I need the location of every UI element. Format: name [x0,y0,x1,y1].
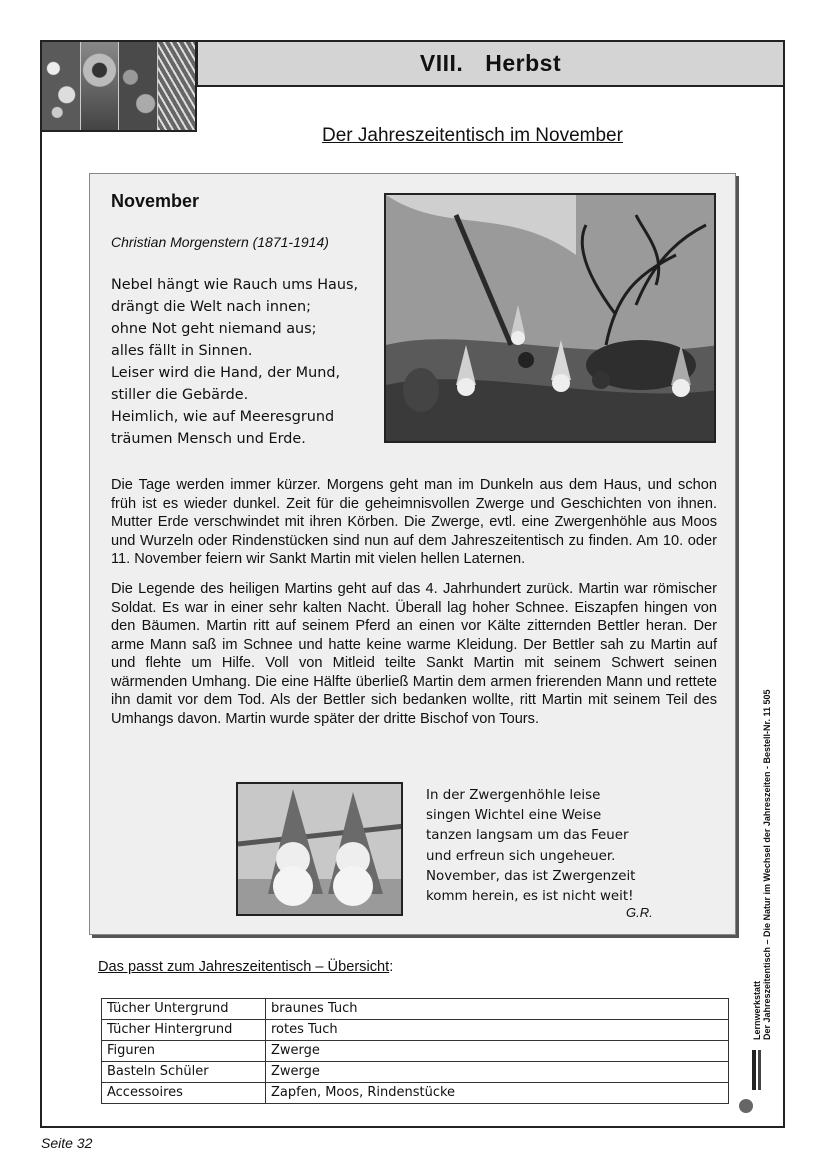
seasons-photo-strip [40,40,197,132]
dwarf-poem-line: singen Wichtel eine Weise [426,808,602,824]
dwarf-poem-line: In der Zwergenhöhle leise [426,788,601,803]
poem-line: Nebel hängt wie Rauch ums Haus, [111,277,359,293]
overview-heading [98,959,393,975]
poem-text [111,274,358,450]
table-row [102,1062,729,1083]
overview-heading-text: Das passt zum Jahreszeitentisch – Übersicht [98,959,390,975]
row-label: Tücher Untergrund [102,999,266,1020]
dwarf-poem [426,786,635,907]
row-label: Figuren [102,1041,266,1062]
table-row [102,999,729,1020]
dwarf-poem-line: komm herein, es ist nicht weit! [426,889,634,905]
chapter-number: VIII. [419,50,464,76]
dwarfs-photo [236,782,403,916]
legend-paragraph: Die Legende des heiligen Martins geht auf das 4. Jahrhundert zurück. Martin war römischer Soldat. Es war in einer sehr kalten Nacht. Überall lag hoher Schnee. Eiszapfen hingen von den Bäumen. Martin ritt auf seinem Pferd an einen vor Kälte zitternden Bettler heran. Der arme Mann saß im Schnee und hatte keine warme Kleidung. Der Bettler sah zu Martin auf und flehte um Hilfe. Voll von Mitleid teilte Sankt Martin mit seinem Schwert seinen wärmenden Umhang. Die eine Hälfte überließ Martin dem armen frierenden Mann und rettete ihn damit vor dem Tod. Als der Bettler sich bedanken wollte, ritt Martin mit seinem Teil des Umhangs davon. Martin wurde später der dritte Bischof von Tours. [111,581,717,727]
poem-line: drängt die Welt nach innen; [111,299,311,315]
table-row [102,1020,729,1041]
publisher-logo [738,1048,766,1116]
chapter-title: Herbst [485,50,562,76]
row-value: rotes Tuch [266,1020,729,1041]
overview-heading-colon: : [389,959,394,975]
poem-line: stiller die Gebärde. [111,387,249,403]
dwarfs-illustration [238,784,403,916]
season-table-illustration [386,195,716,443]
row-value: Zapfen, Moos, Rindenstücke [266,1083,729,1104]
row-label: Tücher Hintergrund [102,1020,266,1041]
page-number: Seite 32 [41,1135,93,1151]
poem-author: Christian Morgenstern (1871-1914) [111,234,329,250]
autumn-leaves-photo [119,42,158,130]
dwarf-poem-line: tanzen langsam um das Feuer [426,828,629,844]
row-value: braunes Tuch [266,999,729,1020]
intro-paragraph: Die Tage werden immer kürzer. Morgens geht man im Dunkeln aus dem Haus, und schon früh ist es wieder dunkel. Zeit für die geheimnisvollen Zwerge und Geschichten von ihnen. Mutter Erde verschwindet mit ihren Körben. Die Zwerge, evtl. eine Zwergenhöhle aus Moos und Wurzeln oder Rindenstücken sind nun auf dem Jahreszeitentisch zu finden. Am 10. oder 11. November feiern wir Sankt Martin mit vielen hellen Laternen. [111,477,717,567]
chapter-header [196,40,785,87]
poem-line: ohne Not geht niemand aus; [111,321,317,337]
row-value: Zwerge [266,1041,729,1062]
spring-flowers-photo [42,42,81,130]
poem-title: November [111,191,200,211]
row-label: Accessoires [102,1083,266,1104]
dwarf-poem-signature: G.R. [626,905,653,920]
poem-line: alles fällt in Sinnen. [111,343,253,359]
poem-line: Leiser wird die Hand, der Mund, [111,365,341,381]
poem-line: träumen Mensch und Erde. [111,431,306,447]
sunflower-photo [81,42,120,130]
row-label: Basteln Schüler [102,1062,266,1083]
poem-line: Heimlich, wie auf Meeresgrund [111,409,335,425]
page-subtitle: Der Jahreszeitentisch im November [322,125,623,146]
overview-table [101,998,729,1104]
sidebar-series: Lernwerkstatt [752,980,762,1040]
dwarf-poem-line: und erfreun sich ungeheuer. [426,848,616,864]
row-value: Zwerge [266,1062,729,1083]
dwarf-poem-line: November, das ist Zwergenzeit [426,868,636,884]
season-table-photo [384,193,716,443]
sidebar-title: Der Jahreszeitentisch – Die Natur im Wechsel der Jahreszeiten - Bestell-Nr. 11 505 [762,689,772,1040]
winter-tree-photo [158,42,196,130]
table-row [102,1083,729,1104]
table-row [102,1041,729,1062]
kohl-logo-icon [738,1048,766,1116]
